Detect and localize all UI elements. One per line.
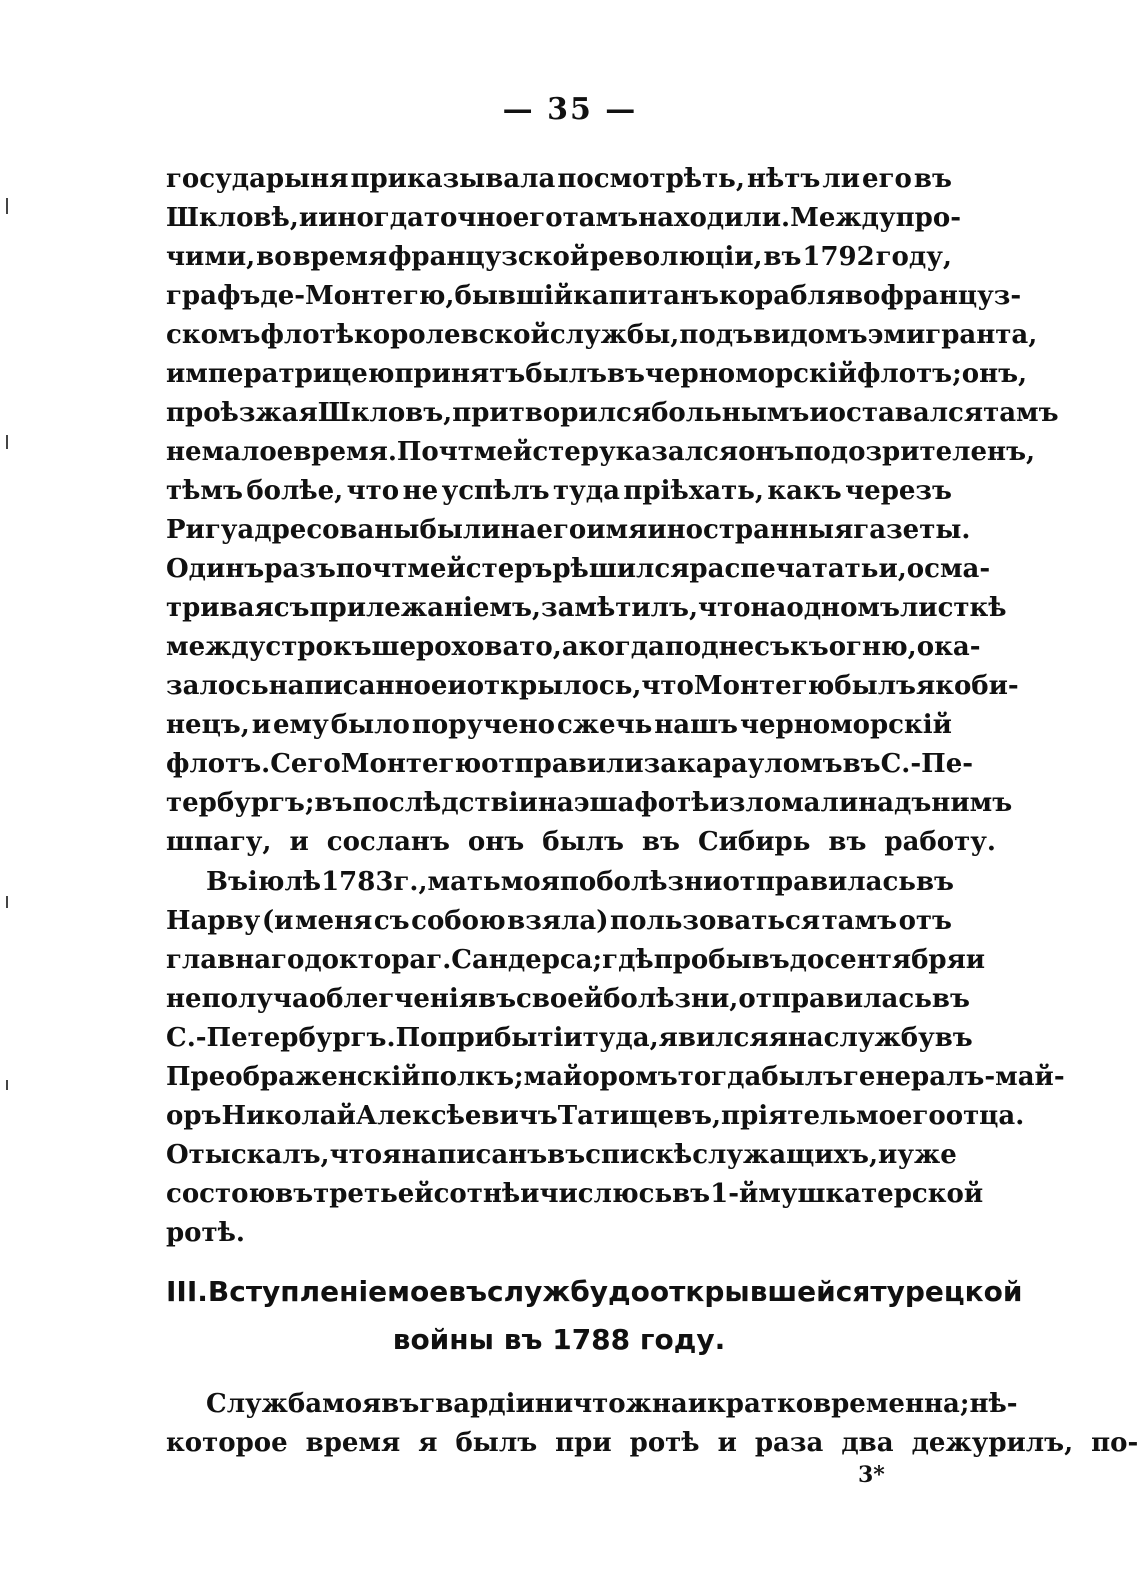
text-line: между строкъ шероховато, а когда поднесъ къ огню, ока- — [166, 632, 981, 662]
text-line: чими, во время французской революціи, въ 1792 году, — [166, 242, 952, 272]
text-line: флотъ. Сего Монтегю отправили за карауломъ въ С.-Пе- — [166, 749, 974, 779]
scan-edge-mark — [6, 435, 8, 449]
scan-edge-mark — [6, 896, 8, 908]
text-line: Одинъ разъ почтмейстеръ рѣшился распечатать и, осма- — [166, 554, 991, 584]
text-line: императрицею принятъ былъ въ черноморскій флотъ; онъ, — [166, 359, 1028, 389]
paragraph-1 — [166, 160, 1059, 862]
scan-edge-mark — [6, 1080, 8, 1090]
text-line: состою въ третьей сотнѣ и числюсь въ 1-й мушкатерской — [166, 1179, 984, 1209]
paragraph-3 — [166, 1385, 1139, 1463]
text-line: Ригу адресованы были на его имя иностранныя газеты. — [166, 515, 971, 545]
paragraph-2 — [166, 863, 1065, 1253]
text-line: тривая съ прилежаніемъ, замѣтилъ, что на одномъ листкѣ — [166, 593, 1007, 623]
page-number: — 35 — — [502, 92, 638, 127]
text-line: оръ Николай Алексѣевичъ Татищевъ, пріятель моего отца. — [166, 1101, 1025, 1131]
text-line: Служба моя въ гвардіи ничтожна и кратковременна; нѣ- — [206, 1389, 1018, 1419]
text-line: главнаго доктора г. Сандерса; гдѣ пробывъ до сентября и — [166, 945, 986, 975]
scan-edge-mark — [6, 198, 8, 214]
text-line: залось написанное и открылось, что Монтегю былъ якоби- — [166, 671, 1019, 701]
text-line: графъ де-Монтегю, бывшій капитанъ корабля во француз- — [166, 281, 1022, 311]
text-line: С.-Петербургъ. По прибытіи туда, явился я на службу въ — [166, 1023, 973, 1053]
signature-mark: 3* — [858, 1462, 885, 1488]
text-line: тѣмъ болѣе, что не успѣлъ туда пріѣхать, какъ черезъ — [166, 476, 952, 506]
text-line: Въ іюлѣ 1783 г., мать моя по болѣзни отправилась въ — [206, 867, 954, 897]
text-line: государыня приказывала посмотрѣть, нѣтъ ли его въ — [166, 164, 952, 194]
text-line: проѣзжая Шкловъ, притворился больнымъ и оставался тамъ — [166, 398, 1059, 428]
text-line: не получа облегченія въ своей болѣзни, отправилась въ — [166, 984, 970, 1014]
text-line: не малое время. Почтмейстеру казался онъ подозрителенъ, — [166, 437, 1036, 467]
text-line: Шкловѣ, и иногда точно его тамъ находили. Между про- — [166, 203, 961, 233]
section-heading-line-1: III. Вступленіе мое въ службу до открывшейся турецкой — [166, 1275, 1023, 1308]
text-line: тербургъ; въ послѣдствіи на эшафотѣ изломали надъ нимъ — [166, 788, 1013, 818]
text-line: ротѣ. — [166, 1218, 245, 1248]
section-heading-line-2: войны въ 1788 году. — [392, 1323, 726, 1356]
text-line: которое время я былъ при ротѣ и раза два дежурилъ, по- — [166, 1428, 1139, 1458]
text-line: шпагу, и сосланъ онъ былъ въ Сибирь въ работу. — [166, 827, 996, 857]
text-line: Преображенскій полкъ; майоромъ тогда былъ генералъ-май- — [166, 1062, 1065, 1092]
text-line: Нарву (и меня съ собою взяла) пользоваться тамъ отъ — [166, 906, 952, 936]
text-line: скомъ флотѣ королевской службы, подъ видомъ эмигранта, — [166, 320, 1038, 350]
text-line: нецъ, и ему было поручено сжечь нашъ черноморскій — [166, 710, 952, 740]
section-heading — [166, 1268, 1023, 1364]
text-line: Отыскалъ, что я написанъ въ спискѣ служащихъ, и уже — [166, 1140, 957, 1170]
